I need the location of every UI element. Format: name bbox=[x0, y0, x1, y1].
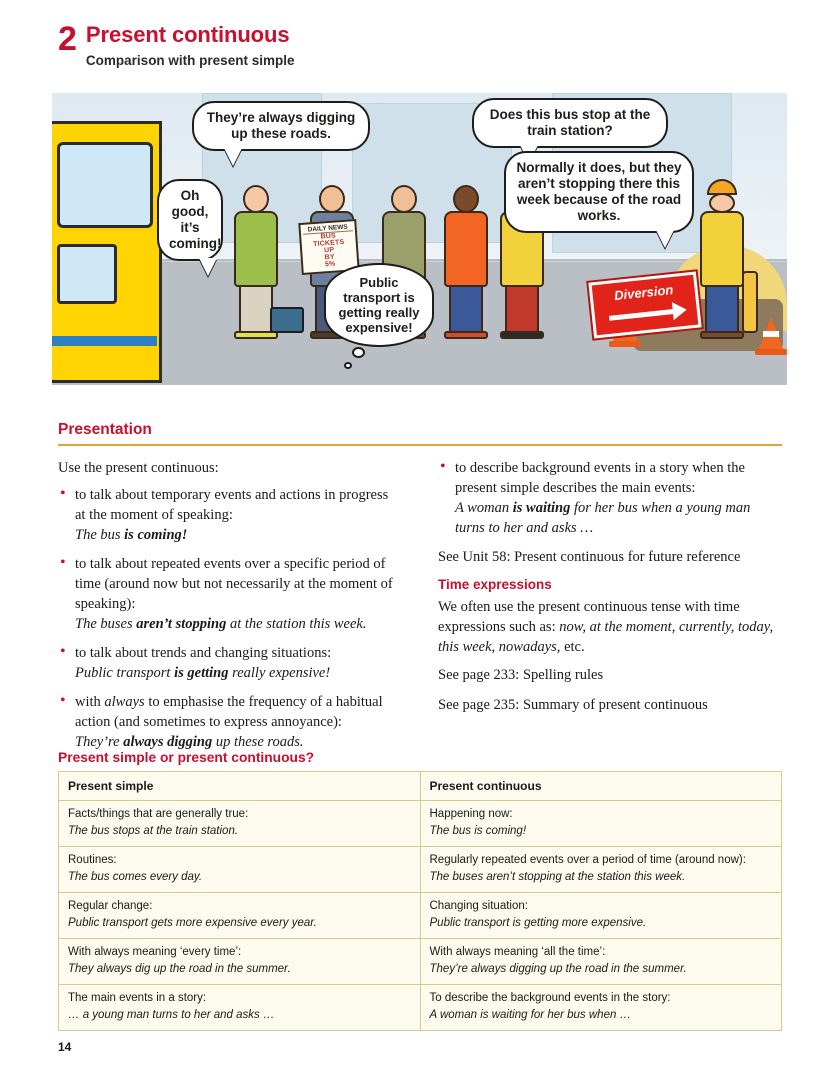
thought-bubble-transport-text: Public transport is getting really expensive! bbox=[338, 275, 420, 335]
cell-label: Regular change: bbox=[68, 900, 153, 912]
presentation-bullet-list bbox=[58, 485, 402, 752]
table-cell-simple bbox=[59, 939, 421, 985]
person-body bbox=[700, 211, 744, 287]
cone-stripe bbox=[763, 331, 779, 337]
table-cell-simple bbox=[59, 893, 421, 939]
bullet-example-plain-end: up these roads. bbox=[212, 734, 304, 750]
bullet-example-plain: The buses bbox=[75, 616, 137, 632]
cell-label: With always meaning ‘all the time’: bbox=[429, 946, 606, 958]
presentation-bullet-list-right bbox=[438, 458, 782, 538]
bullet-text: to talk about trends and changing situations: bbox=[75, 645, 332, 661]
speech-bubble-oh-good-text: Oh good, it’s coming! bbox=[169, 188, 222, 251]
bullet-example-emphasis: is coming! bbox=[124, 527, 188, 543]
time-expressions-paragraph bbox=[438, 597, 782, 657]
person-head bbox=[319, 185, 345, 213]
page-subtitle: Comparison with present simple bbox=[85, 53, 295, 68]
cell-label: With always meaning ‘every time’: bbox=[68, 946, 242, 958]
table-row bbox=[59, 893, 782, 939]
cell-example: They always dig up the road in the summer. bbox=[68, 963, 291, 975]
person-head bbox=[453, 185, 479, 213]
bus-stripe bbox=[52, 336, 157, 346]
traffic-cone bbox=[758, 317, 784, 351]
bullet-example-plain: A woman bbox=[455, 500, 513, 516]
person-legs bbox=[449, 287, 483, 331]
cell-label: Changing situation: bbox=[429, 900, 528, 912]
presentation-left-column bbox=[58, 458, 402, 761]
bullet-example-plain: Public transport bbox=[75, 665, 175, 681]
presentation-right-column bbox=[438, 458, 782, 761]
cell-example: They’re always digging up the road in the summer. bbox=[429, 963, 687, 975]
table-row bbox=[59, 801, 782, 847]
thought-bubble-transport bbox=[324, 263, 434, 347]
person-legs bbox=[505, 287, 539, 331]
person-road-worker bbox=[700, 179, 744, 339]
bullet-example-emphasis: always digging bbox=[123, 734, 213, 750]
column-header-present-simple: Present simple bbox=[59, 772, 421, 801]
cross-reference-page-235: See page 235: Summary of present continuous bbox=[438, 697, 708, 713]
page-title: Present continuous bbox=[85, 22, 290, 47]
table-row bbox=[59, 985, 782, 1031]
table-cell-simple bbox=[59, 801, 421, 847]
bullet-text-emphasis: always bbox=[104, 694, 145, 710]
street-scene-illustration bbox=[52, 93, 787, 385]
newspaper-headline-1: BUS bbox=[320, 232, 337, 241]
bullet-example-plain-end: at the station this week. bbox=[226, 616, 367, 632]
diversion-sign bbox=[588, 272, 701, 339]
time-expressions-heading: Time expressions bbox=[438, 577, 552, 592]
speech-bubble-bus-stop bbox=[472, 98, 668, 148]
presentation-lead: Use the present continuous: bbox=[58, 460, 219, 476]
comparison-heading: Present simple or present continuous? bbox=[58, 750, 315, 765]
person-head bbox=[243, 185, 269, 213]
bullet-example-emphasis: aren’t stopping bbox=[136, 616, 227, 632]
person-man-orange-top bbox=[444, 185, 488, 339]
table-cell-continuous bbox=[420, 985, 782, 1031]
cell-label: Facts/things that are generally true: bbox=[68, 808, 249, 820]
table-body bbox=[59, 801, 782, 1031]
cross-reference-page-233: See page 233: Spelling rules bbox=[438, 667, 604, 683]
bullet-example-plain: The bus bbox=[75, 527, 125, 543]
page-header bbox=[58, 22, 778, 70]
newspaper-headline-5: 5% bbox=[324, 260, 336, 269]
person-shoes bbox=[700, 331, 744, 339]
thought-dot bbox=[352, 347, 365, 358]
person-body bbox=[234, 211, 278, 287]
list-item bbox=[58, 643, 402, 683]
time-expressions-text: We often use the present continuous tense with time expressions such as: bbox=[438, 599, 740, 635]
bullet-text-b: to emphasise the frequency of a habitual action (and sometimes to express annoyance): bbox=[75, 694, 383, 730]
speech-bubble-roads bbox=[192, 101, 370, 151]
cell-label: The main events in a story: bbox=[68, 992, 207, 1004]
person-head bbox=[709, 193, 735, 213]
newspaper-headline-2: TICKETS bbox=[312, 238, 345, 249]
bus-vehicle bbox=[52, 121, 162, 383]
cell-label: Happening now: bbox=[429, 808, 513, 820]
table-cell-continuous bbox=[420, 847, 782, 893]
table-cell-simple bbox=[59, 847, 421, 893]
table-cell-simple bbox=[59, 985, 421, 1031]
bullet-text: to describe background events in a story when the present simple describes the main events: bbox=[455, 460, 745, 496]
cell-label: Regularly repeated events over a period of time (around now): bbox=[429, 854, 746, 866]
bubble-tail bbox=[656, 230, 674, 248]
table-row bbox=[59, 847, 782, 893]
presentation-columns bbox=[58, 458, 782, 761]
table-cell-continuous bbox=[420, 801, 782, 847]
speech-bubble-normally bbox=[504, 151, 694, 233]
cell-example: The buses aren’t stopping at the station this week. bbox=[429, 871, 686, 883]
thought-dot bbox=[344, 362, 352, 369]
briefcase bbox=[270, 307, 304, 333]
speech-bubble-bus-stop-text: Does this bus stop at the train station? bbox=[489, 107, 651, 138]
table-cell-continuous bbox=[420, 939, 782, 985]
bullet-example-emphasis: is waiting bbox=[512, 500, 571, 516]
list-item bbox=[438, 458, 782, 538]
table-cell-continuous bbox=[420, 893, 782, 939]
list-item bbox=[58, 692, 402, 752]
cross-reference-unit-58: See Unit 58: Present continuous for future reference bbox=[438, 549, 741, 565]
table-header-row bbox=[59, 772, 782, 801]
header-titles bbox=[86, 22, 295, 70]
newspaper-headline-3: UP bbox=[323, 246, 335, 255]
person-legs bbox=[239, 287, 273, 331]
person-shoes bbox=[444, 331, 488, 339]
cell-example: The bus is coming! bbox=[429, 825, 527, 837]
unit-number: 2 bbox=[58, 20, 77, 58]
bullet-text: to talk about repeated events over a specific period of time (around now but not necessarily at the moment of speaking): bbox=[75, 556, 393, 612]
person-head bbox=[391, 185, 417, 213]
person-body bbox=[444, 211, 488, 287]
person-shoes bbox=[500, 331, 544, 339]
bubble-tail bbox=[224, 148, 242, 166]
newspaper-masthead: DAILY NEWS bbox=[303, 223, 353, 234]
bullet-example-emphasis: is getting bbox=[174, 665, 229, 681]
cell-example: A woman is waiting for her bus when … bbox=[429, 1009, 632, 1021]
cell-example: Public transport is getting more expensive. bbox=[429, 917, 647, 929]
cell-example: Public transport gets more expensive every year. bbox=[68, 917, 317, 929]
bubble-tail bbox=[199, 258, 217, 276]
person-legs bbox=[705, 287, 739, 331]
cell-example: The bus stops at the train station. bbox=[68, 825, 239, 837]
bus-window bbox=[57, 142, 153, 228]
presentation-heading: Presentation bbox=[58, 421, 152, 438]
bullet-text-a: with bbox=[75, 694, 105, 710]
list-item bbox=[58, 554, 402, 634]
bullet-example-plain: They’re bbox=[75, 734, 124, 750]
bullet-text: to talk about temporary events and actions in progress at the moment of speaking: bbox=[75, 487, 389, 523]
cell-label: Routines: bbox=[68, 854, 117, 866]
speech-bubble-normally-text: Normally it does, but they aren’t stopping there this week because of the road works. bbox=[516, 160, 682, 223]
bullet-example-plain-end: really expensive! bbox=[228, 665, 331, 681]
cell-example: The bus comes every day. bbox=[68, 871, 203, 883]
comparison-table bbox=[58, 771, 782, 1031]
speech-bubble-oh-good bbox=[157, 179, 223, 261]
list-item bbox=[58, 485, 402, 545]
table-row bbox=[59, 939, 782, 985]
section-divider bbox=[58, 444, 782, 446]
time-expressions-text-end: etc. bbox=[560, 639, 585, 655]
right-arrow-icon bbox=[609, 309, 675, 321]
speech-bubble-roads-text: They’re always digging up these roads. bbox=[206, 110, 356, 141]
table-header bbox=[59, 772, 782, 801]
time-expressions-list: now, at the moment, currently, today, this week, nowadays, bbox=[438, 619, 774, 655]
cell-label: To describe the background events in the story: bbox=[429, 992, 671, 1004]
cell-example: … a young man turns to her and asks … bbox=[68, 1009, 275, 1021]
bullet-example-plain-end: for her bus when a young man turns to her and asks … bbox=[455, 500, 751, 536]
newspaper-headline-4: BY bbox=[324, 253, 336, 262]
page-number: 14 bbox=[58, 1040, 72, 1054]
jackhammer bbox=[742, 271, 758, 333]
diversion-sign-label: Diversion bbox=[613, 282, 674, 304]
column-header-present-continuous: Present continuous bbox=[420, 772, 782, 801]
bus-window bbox=[57, 244, 117, 304]
